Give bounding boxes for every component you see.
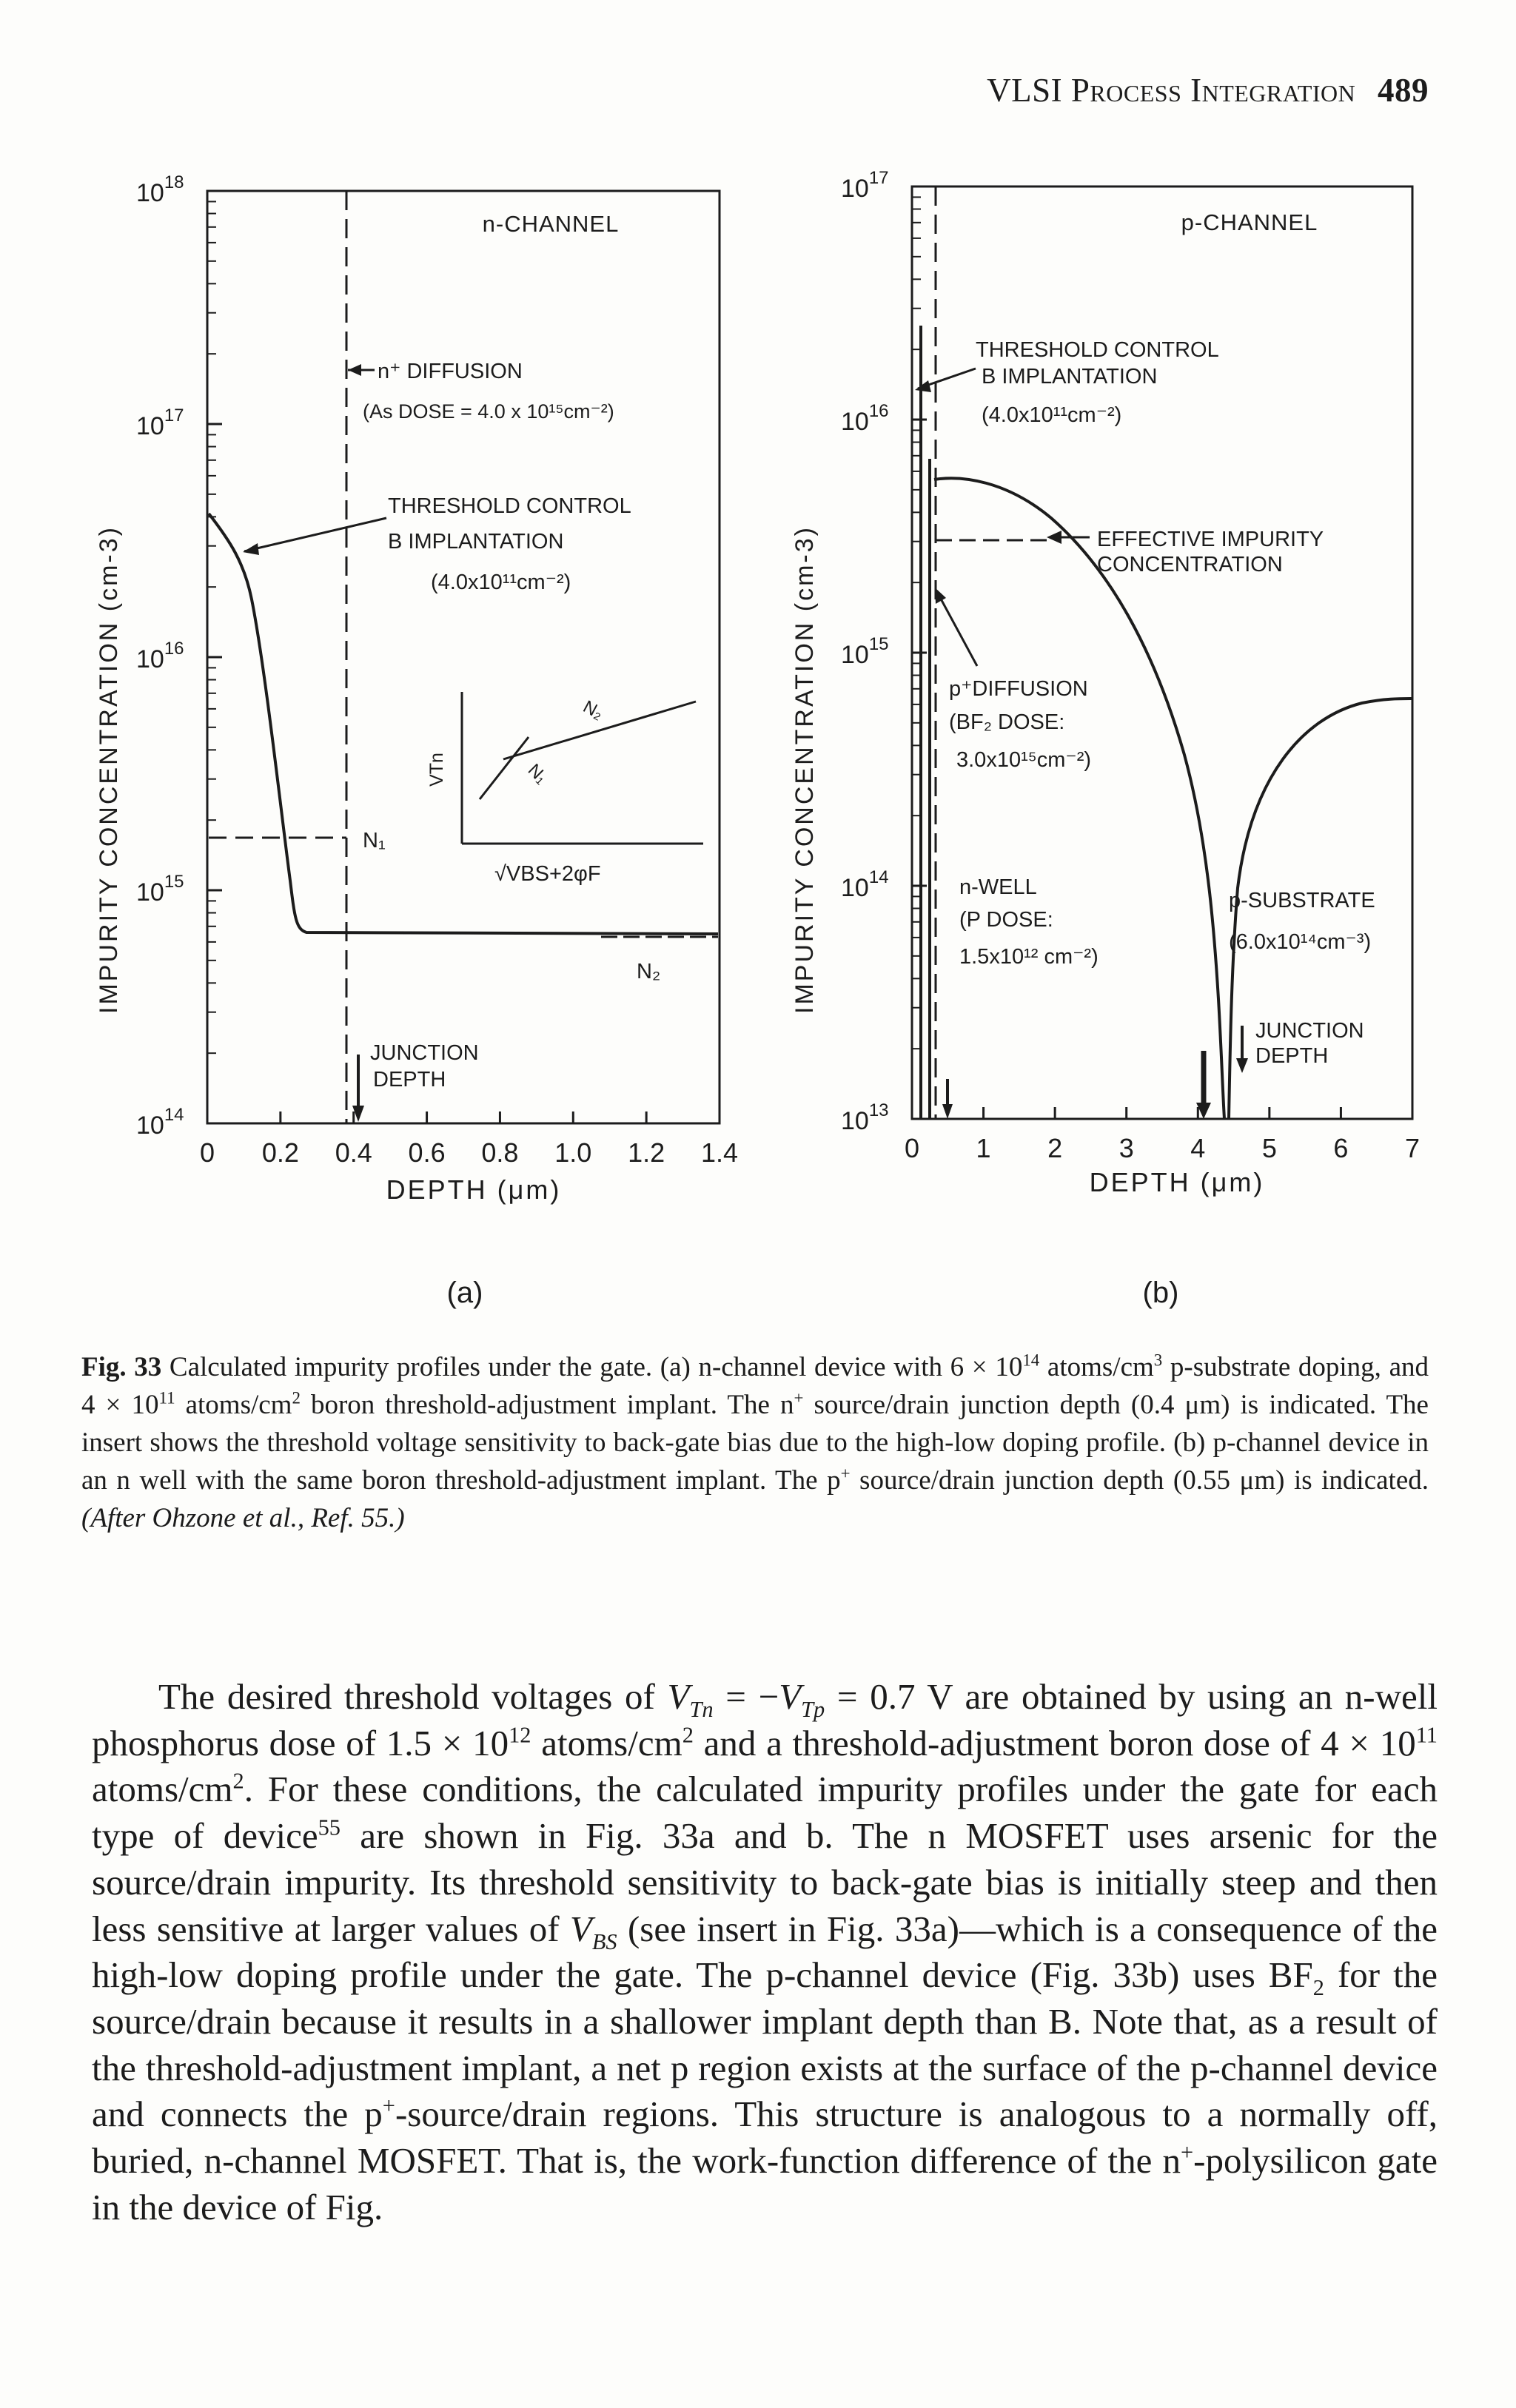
body-text: -polysilicon gate in the device of Fig. bbox=[92, 2140, 1438, 2227]
panel-b-threshold-species: B IMPLANTATION bbox=[982, 365, 1158, 389]
body-text: atoms/cm bbox=[92, 1769, 233, 1810]
body-text: . For these conditions, the calculated impurity profiles under the gate for each type of device bbox=[92, 1769, 1438, 1857]
panel-b-pdiff-label: p⁺DIFFUSION bbox=[949, 677, 1088, 701]
panel-b-y-axis-label: IMPURITY CONCENTRATION (cm-3) bbox=[791, 525, 819, 1014]
caption-text: Calculated impurity profiles under the gate. (a) n-channel device with 6 × 10 bbox=[161, 1352, 1023, 1382]
panel-a-n1-label: N₁ bbox=[363, 829, 386, 852]
panel-b-threshold-dose: (4.0x10¹¹cm⁻²) bbox=[982, 403, 1122, 427]
panel-a-label: (a) bbox=[446, 1277, 483, 1309]
caption-sup: + bbox=[840, 1464, 851, 1483]
panel-b-y-tick-labels bbox=[841, 168, 889, 1135]
caption-text: source/drain junction depth (0.55 μm) is indicated. bbox=[850, 1465, 1429, 1496]
panel-a-y-tick-labels bbox=[136, 172, 184, 1140]
panel-a-diffusion-dose: (As DOSE = 4.0 x 10¹⁵cm⁻²) bbox=[363, 400, 614, 423]
panel-b-psub-dose: (6.0x10¹⁴cm⁻³) bbox=[1229, 930, 1372, 954]
caption-sup: 14 bbox=[1022, 1351, 1040, 1370]
body-text: are shown in Fig. 33a and b. The n MOSFET uses arsenic for the source/drain impurity. Its threshold sensitivity to back-gate bias is initially steep and then less sensitive at larger values of bbox=[92, 1815, 1438, 1949]
y-tick-exponent: 15 bbox=[164, 872, 184, 892]
y-tick-exponent: 18 bbox=[164, 172, 184, 192]
caption-sup: 2 bbox=[292, 1388, 301, 1408]
paragraph bbox=[92, 1674, 1438, 2230]
body-sup: + bbox=[382, 2093, 395, 2119]
y-tick-exponent: 15 bbox=[868, 634, 889, 654]
caption-reference: (After Ohzone et al., Ref. 55.) bbox=[81, 1503, 405, 1533]
panel-b bbox=[791, 168, 1420, 1309]
inset-curve-n1 bbox=[480, 737, 529, 799]
body-sup: 55 bbox=[318, 1815, 341, 1840]
body-text: -source/drain regions. This structure is analogous to a normally off, buried, n-channel MOSFET. That is, the work-function difference of the n bbox=[92, 2093, 1438, 2182]
panel-a-x-tick-labels bbox=[200, 1137, 738, 1168]
body-text: The desired threshold voltages of bbox=[158, 1676, 668, 1717]
caption-sup: 11 bbox=[158, 1388, 175, 1408]
caption-text: p-substrate doping, and 4 × 10 bbox=[81, 1352, 1429, 1420]
panel-a-y-axis-label: IMPURITY CONCENTRATION (cm-3) bbox=[95, 525, 123, 1014]
y-tick-exponent: 14 bbox=[868, 867, 889, 887]
panel-b-ticks bbox=[912, 186, 1412, 1119]
figure-caption bbox=[81, 1348, 1429, 1537]
panel-b-threshold-label: THRESHOLD CONTROL bbox=[976, 338, 1219, 362]
math-sub: Tp bbox=[801, 1696, 825, 1722]
y-tick-label: $10^{14}$ bbox=[841, 867, 889, 902]
x-tick-label: 4 bbox=[1190, 1133, 1206, 1163]
panel-a-junction-depth: DEPTH bbox=[373, 1068, 446, 1092]
panel-b-label: (b) bbox=[1142, 1277, 1179, 1309]
panel-b-pdiff-arrow bbox=[937, 592, 977, 666]
math-var: V bbox=[569, 1908, 592, 1949]
math-sub: BS bbox=[591, 1928, 617, 1954]
panel-a-threshold-label: THRESHOLD CONTROL bbox=[388, 494, 631, 518]
panel-b-nwell-label: n-WELL bbox=[959, 875, 1037, 899]
panel-a-threshold-dose: (4.0x10¹¹cm⁻²) bbox=[431, 571, 571, 594]
panel-b-pdiff-value: 3.0x10¹⁵cm⁻²) bbox=[956, 748, 1092, 772]
body-text: = − bbox=[713, 1676, 779, 1717]
panel-b-pdiff-arrowhead bbox=[935, 588, 946, 604]
panel-a-title: n-CHANNEL bbox=[482, 211, 620, 237]
caption-sup: 3 bbox=[1153, 1351, 1163, 1370]
panel-b-x-axis-label: DEPTH (μm) bbox=[1089, 1167, 1265, 1197]
x-tick-label: 3 bbox=[1118, 1133, 1134, 1163]
x-tick-label: 2 bbox=[1047, 1133, 1063, 1163]
body-sup: 2 bbox=[682, 1722, 694, 1748]
body-sup: 2 bbox=[232, 1769, 244, 1795]
panel-a-n2-label: N₂ bbox=[637, 960, 661, 983]
panel-b-junction-arrowhead bbox=[1236, 1058, 1248, 1073]
body-text: and a threshold-adjustment boron dose of 4 × 10 bbox=[693, 1722, 1416, 1763]
x-tick-label: 0.4 bbox=[335, 1137, 372, 1168]
caption-text: boron threshold-adjustment implant. The n bbox=[300, 1390, 794, 1420]
y-tick-exponent: 17 bbox=[164, 406, 184, 426]
math-var: V bbox=[779, 1676, 802, 1717]
panel-a-threshold-arrowhead bbox=[243, 543, 259, 555]
math-sub: Tn bbox=[689, 1696, 714, 1722]
inset-y-label: VTn bbox=[426, 753, 447, 787]
figure-33 bbox=[0, 148, 1516, 1317]
y-tick-label: $10^{16}$ bbox=[136, 639, 184, 673]
inset-x-label: √VBS+2φF bbox=[494, 862, 601, 886]
y-tick-label: $10^{18}$ bbox=[136, 172, 184, 207]
panel-b-junction-depth: DEPTH bbox=[1255, 1044, 1329, 1068]
panel-a-x-axis-label: DEPTH (μm) bbox=[386, 1174, 562, 1205]
caption-text: atoms/cm bbox=[175, 1390, 292, 1420]
panel-b-pdiff-dose: (BF₂ DOSE: bbox=[949, 710, 1065, 734]
caption-text: source/drain junction depth (0.4 μm) is indicated. The insert shows the threshold voltage sensitivity to back-gate bias due to the high-low doping profile. (b) p-channel device in an n well with the same boron threshold-adjustment implant. The p bbox=[81, 1390, 1429, 1496]
x-tick-label: 0.6 bbox=[408, 1137, 446, 1168]
page-number: 489 bbox=[1378, 72, 1429, 109]
x-tick-label: 0.8 bbox=[481, 1137, 519, 1168]
body-text: for the source/drain because it results in a shallower implant depth than B. Note that, as a result of the threshold-adjustment implant, a net p region exists at the surface of the p-channel device and connects the p bbox=[92, 1954, 1438, 2135]
body-text: = 0.7 V are obtained by using an n-well phosphorus dose of 1.5 × 10 bbox=[92, 1676, 1438, 1763]
running-title: VLSI Process Integration bbox=[987, 72, 1356, 109]
x-tick-label: 0 bbox=[904, 1133, 920, 1163]
x-tick-label: 0.2 bbox=[261, 1137, 299, 1168]
y-tick-label: $10^{17}$ bbox=[136, 406, 184, 440]
x-tick-label: 1.4 bbox=[700, 1137, 739, 1168]
panel-a-frame bbox=[207, 191, 720, 1123]
panel-b-nwell-value: 1.5x10¹² cm⁻²) bbox=[959, 945, 1099, 969]
panel-a-threshold-species: B IMPLANTATION bbox=[388, 530, 564, 554]
x-tick-label: 1.2 bbox=[628, 1137, 665, 1168]
y-tick-exponent: 17 bbox=[868, 168, 889, 188]
panel-a-diffusion-arrowhead bbox=[348, 364, 361, 376]
panel-a-inset bbox=[426, 692, 703, 886]
y-tick-label: $10^{17}$ bbox=[841, 168, 889, 203]
y-tick-label: $10^{15}$ bbox=[136, 872, 184, 907]
y-tick-label: $10^{14}$ bbox=[136, 1105, 184, 1140]
math-var: V bbox=[667, 1676, 690, 1717]
panel-a-ticks bbox=[207, 191, 720, 1123]
panel-b-junction-label: JUNCTION bbox=[1255, 1019, 1364, 1043]
panel-b-effective-label: EFFECTIVE IMPURITY bbox=[1097, 528, 1324, 551]
panel-b-effective-arrowhead bbox=[1047, 531, 1061, 544]
y-tick-label: $10^{16}$ bbox=[841, 401, 889, 436]
x-tick-label: 6 bbox=[1333, 1133, 1349, 1163]
panel-b-surface-arrowhead bbox=[942, 1104, 953, 1119]
panel-b-title: p-CHANNEL bbox=[1181, 209, 1318, 235]
x-tick-label: 0 bbox=[199, 1137, 215, 1168]
x-tick-label: 1.0 bbox=[554, 1137, 592, 1168]
body-sup: 11 bbox=[1415, 1722, 1438, 1748]
y-tick-label: $10^{15}$ bbox=[841, 634, 889, 669]
caption-text: atoms/cm bbox=[1039, 1352, 1154, 1382]
body-text: (see insert in Fig. 33a)—which is a consequence of the high-low doping profile under the gate. The p-channel device (Fig. 33b) uses BF bbox=[92, 1908, 1438, 1996]
panel-a-junction-label: JUNCTION bbox=[370, 1041, 479, 1065]
body-text: atoms/cm bbox=[531, 1722, 682, 1763]
panel-b-effective-conc: CONCENTRATION bbox=[1097, 553, 1283, 576]
panel-b-threshold-arrowhead bbox=[915, 380, 931, 392]
x-tick-label: 7 bbox=[1404, 1133, 1421, 1163]
panel-b-psub-label: p-SUBSTRATE bbox=[1229, 889, 1375, 912]
y-tick-exponent: 16 bbox=[868, 401, 889, 421]
y-tick-exponent: 13 bbox=[868, 1100, 889, 1120]
panel-a-threshold-arrow bbox=[244, 518, 386, 551]
inset-n2-label: N₂ bbox=[580, 696, 607, 724]
body-sup: + bbox=[1181, 2139, 1194, 2165]
body-sup: 12 bbox=[509, 1722, 531, 1748]
x-tick-label: 1 bbox=[976, 1133, 991, 1163]
caption-figure-label: Fig. 33 bbox=[81, 1352, 162, 1382]
panel-a bbox=[95, 172, 738, 1309]
inset-n1-label: N₁ bbox=[523, 760, 551, 788]
running-header bbox=[987, 71, 1429, 110]
panel-b-frame bbox=[912, 186, 1412, 1119]
panel-a-diffusion-label: n⁺ DIFFUSION bbox=[378, 360, 523, 383]
caption-sup: + bbox=[794, 1388, 804, 1408]
x-tick-label: 5 bbox=[1261, 1133, 1277, 1163]
panel-b-nwell-dose: (P DOSE: bbox=[959, 908, 1053, 932]
y-tick-exponent: 16 bbox=[164, 639, 184, 659]
y-tick-label: $10^{13}$ bbox=[841, 1100, 889, 1135]
y-tick-exponent: 14 bbox=[164, 1105, 184, 1125]
panel-b-x-tick-labels bbox=[905, 1133, 1420, 1163]
body-paragraph bbox=[92, 1674, 1438, 2230]
body-sub: 2 bbox=[1312, 1975, 1324, 2001]
